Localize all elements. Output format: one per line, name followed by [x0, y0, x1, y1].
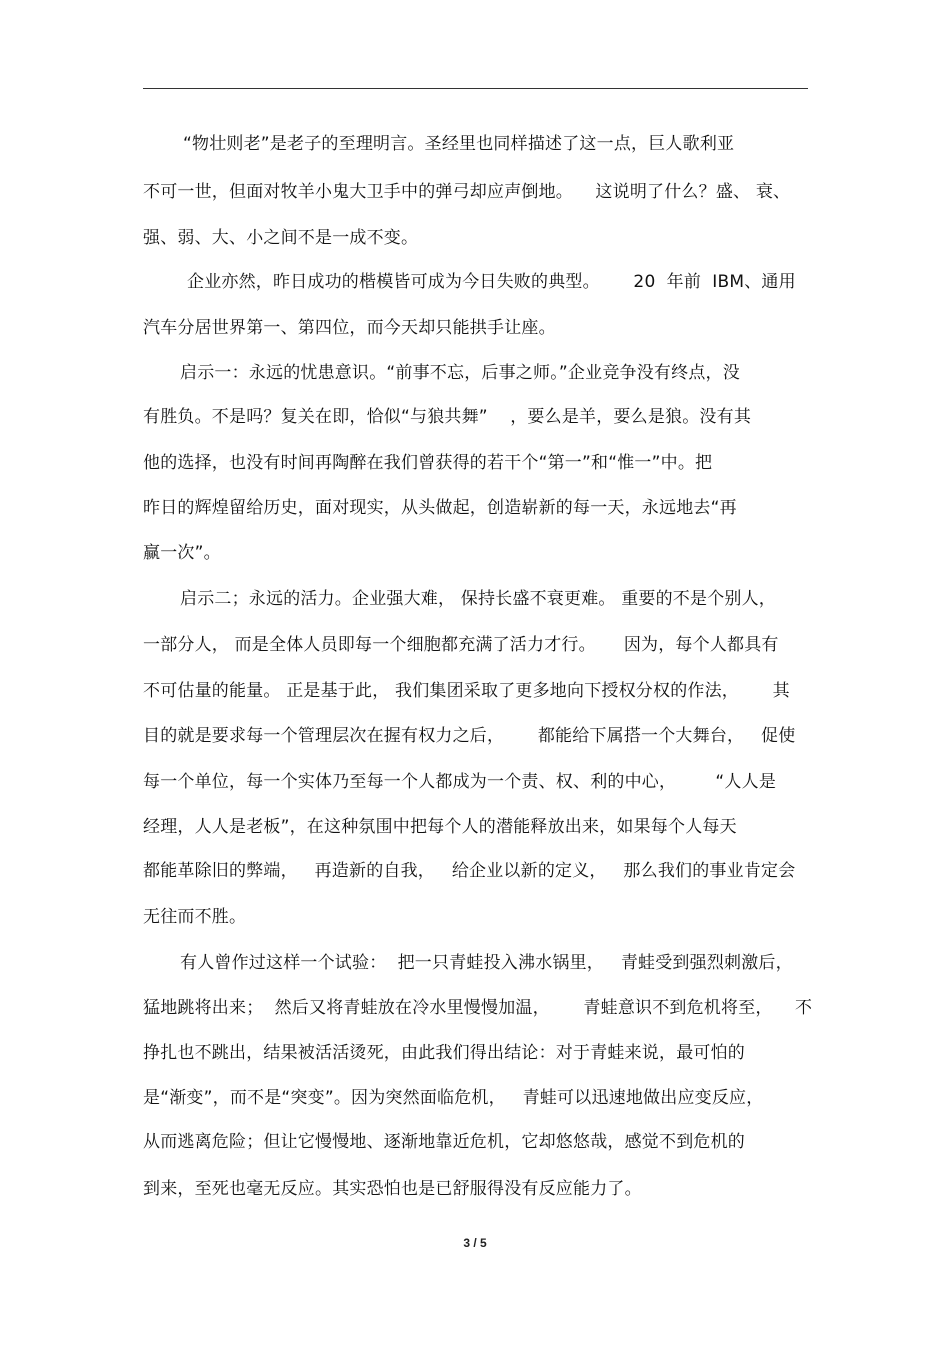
paragraph-3-line-2: 有胜负。不是吗？复关在即，恰似“与狼共舞” ，要么是羊，要么是狼。没有其 — [143, 407, 752, 427]
paragraph-3-line-1: 启示一：永远的忧患意识。“前事不忘，后事之师。”企业竞争没有终点，没 — [180, 363, 740, 383]
paragraph-5-line-1: 有人曾作过这样一个试验： 把一只青蛙投入沸水锅里， 青蛙受到强烈刺激后， — [180, 953, 793, 973]
paragraph-5-line-3: 挣扎也不跳出，结果被活活烫死，由此我们得出结论：对于青蛙来说，最可怕的 — [143, 1043, 745, 1063]
header-rule — [143, 88, 808, 89]
paragraph-3-line-3: 他的选择，也没有时间再陶醉在我们曾获得的若干个“第一”和“惟一”中。把 — [143, 453, 713, 473]
paragraph-5-line-6: 到来，至死也毫无反应。其实恐怕也是已舒服得没有反应能力了。 — [143, 1179, 642, 1199]
paragraph-4-line-6: 经理，人人是老板”，在这种氛围中把每个人的潜能释放出来，如果每个人每天 — [143, 817, 737, 837]
paragraph-2-line-1: 企业亦然，昨日成功的楷模皆可成为今日失败的典型。 20 年前 IBM、通用 — [187, 272, 796, 292]
paragraph-4-line-4: 目的就是要求每一个管理层次在握有权力之后， 都能给下属搭一个大舞台， 促使 — [143, 726, 796, 746]
page-number: 3 / 5 — [463, 1236, 487, 1250]
paragraph-5-line-5: 从而逃离危险；但让它慢慢地、逐渐地靠近危机，它却悠悠哉，感觉不到危机的 — [143, 1132, 745, 1152]
paragraph-4-line-1: 启示二；永远的活力。企业强大难， 保持长盛不衰更难。 重要的不是个别人， — [180, 589, 777, 609]
paragraph-1-line-2: 不可一世，但面对牧羊小鬼大卫手中的弹弓却应声倒地。 这说明了什么？盛、 衰、 — [143, 182, 791, 202]
paragraph-4-line-2: 一部分人， 而是全体人员即每一个细胞都充满了活力才行。 因为，每个人都具有 — [143, 635, 779, 655]
paragraph-4-line-8: 无往而不胜。 — [143, 907, 247, 927]
paragraph-3-line-4: 昨日的辉煌留给历史，面对现实，从头做起，创造崭新的每一天，永远地去“再 — [143, 498, 737, 518]
paragraph-1-line-1: “物壮则老”是老子的至理明言。圣经里也同样描述了这一点，巨人歌利亚 — [183, 134, 735, 154]
paragraph-3-line-5: 赢一次”。 — [143, 543, 221, 563]
paragraph-4-line-3: 不可估量的能量。 正是基于此， 我们集团采取了更多地向下授权分权的作法， 其 — [143, 681, 790, 701]
paragraph-1-line-3: 强、弱、大、小之间不是一成不变。 — [143, 228, 419, 248]
paragraph-4-line-5: 每一个单位，每一个实体乃至每一个人都成为一个责、权、利的中心， “人人是 — [143, 772, 777, 792]
paragraph-5-line-2: 猛地跳将出来； 然后又将青蛙放在冷水里慢慢加温， 青蛙意识不到危机将至， 不 — [143, 998, 813, 1018]
paragraph-2-line-2: 汽车分居世界第一、第四位，而今天却只能拱手让座。 — [143, 318, 556, 338]
paragraph-4-line-7: 都能革除旧的弊端， 再造新的自我， 给企业以新的定义， 那么我们的事业肯定会 — [143, 861, 796, 881]
paragraph-5-line-4: 是“渐变”，而不是“突变”。因为突然面临危机， 青蛙可以迅速地做出应变反应， — [143, 1088, 764, 1108]
